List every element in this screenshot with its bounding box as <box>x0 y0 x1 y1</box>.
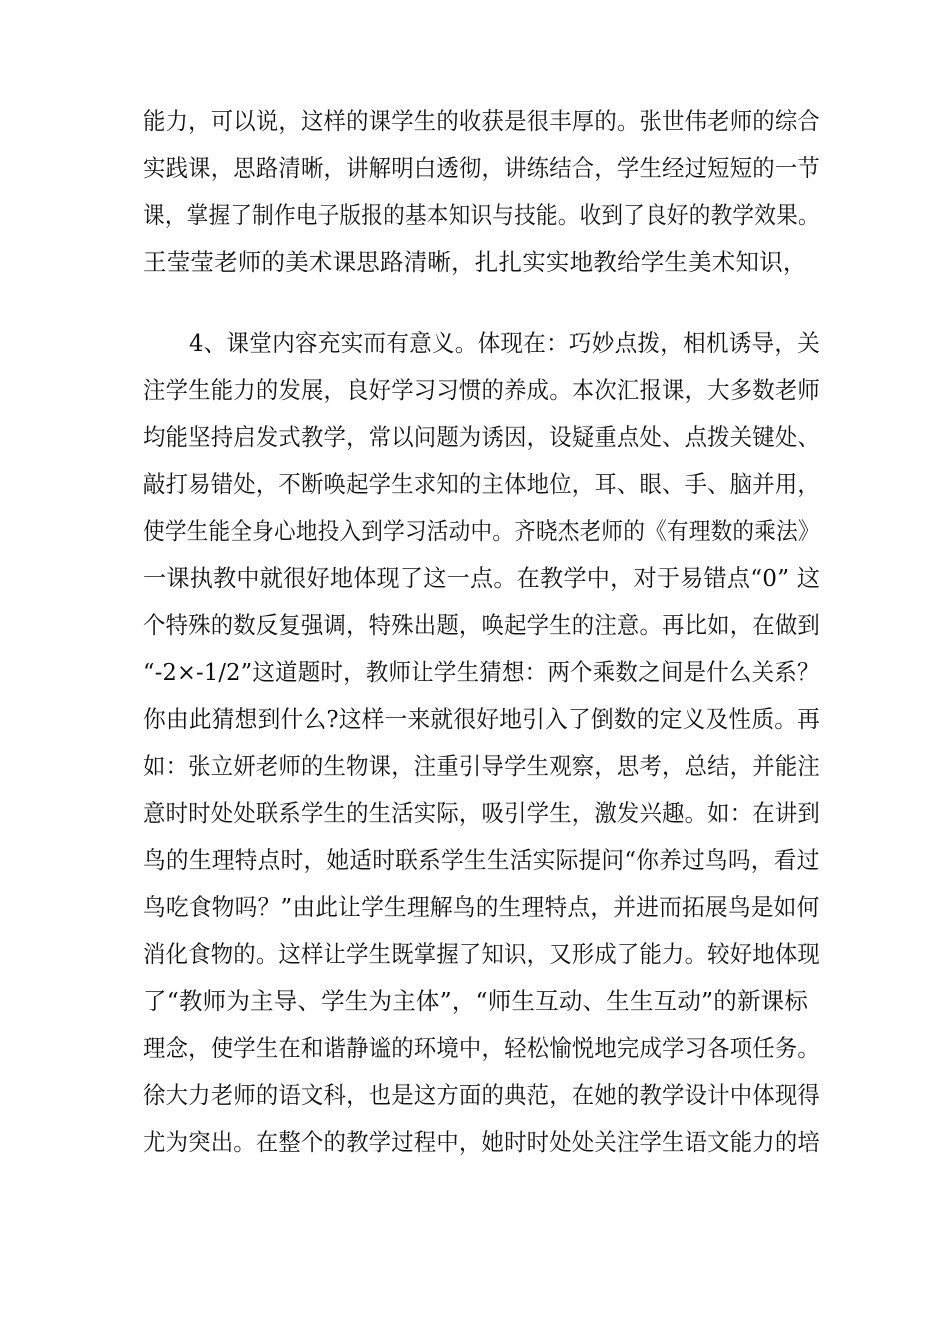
text-line: 理念，使学生在和谐静谧的环境中，轻松愉悦地完成学习各项任务。 <box>143 1034 820 1062</box>
text-line: 徐大力老师的语文科，也是这方面的典范，在她的教学设计中体现得 <box>143 1081 820 1109</box>
text-line: 尤为突出。在整个的教学过程中，她时时处处关注学生语文能力的培 <box>143 1128 820 1156</box>
text-line: 你由此猜想到什么?这样一来就很好地引入了倒数的定义及性质。再 <box>143 705 821 733</box>
text-line: 如：张立妍老师的生物课，注重引导学生观察，思考，总结，并能注 <box>143 752 820 780</box>
text-line: 王莹莹老师的美术课思路清晰，扎扎实实地教给学生美术知识， <box>143 248 807 276</box>
text-line: 个特殊的数反复强调，特殊出题，唤起学生的注意。再比如，在做到 <box>143 611 820 639</box>
text-line: 意时时处处联系学生的生活实际，吸引学生，激发兴趣。如：在讲到 <box>143 799 820 827</box>
text-line: 鸟吃食物吗？”由此让学生理解鸟的生理特点，并进而拓展鸟是如何 <box>143 893 820 921</box>
text-line: 一课执教中就很好地体现了这一点。在教学中，对于易错点“0” 这 <box>143 564 821 592</box>
text-line: “-2×-1/2”这道题时，教师让学生猜想：两个乘数之间是什么关系？ <box>143 658 820 686</box>
text-line: 使学生能全身心地投入到学习活动中。齐晓杰老师的《有理数的乘法》 <box>143 517 820 545</box>
text-line: 敲打易错处，不断唤起学生求知的主体地位，耳、眼、手、脑并用， <box>143 470 820 498</box>
text-line: 消化食物的。这样让学生既掌握了知识，又形成了能力。较好地体现 <box>143 940 820 968</box>
text-line: 均能坚持启发式教学，常以问题为诱因，设疑重点处、点拨关键处、 <box>143 423 820 451</box>
text-line-indented: 4、课堂内容充实而有意义。体现在：巧妙点拨，相机诱导，关 <box>189 329 821 357</box>
text-line: 课，掌握了制作电子版报的基本知识与技能。收到了良好的教学效果。 <box>143 201 820 229</box>
text-line: 能力，可以说，这样的课学生的收获是很丰厚的。张世伟老师的综合 <box>143 107 820 135</box>
text-line: 了“教师为主导、学生为主体”，“师生互动、生生互动”的新课标 <box>143 987 809 1015</box>
text-line: 注学生能力的发展，良好学习习惯的养成。本次汇报课，大多数老师 <box>143 376 820 404</box>
text-line: 实践课，思路清晰，讲解明白透彻，讲练结合，学生经过短短的一节 <box>143 154 820 182</box>
text-line: 鸟的生理特点时，她适时联系学生生活实际提问“你养过鸟吗，看过 <box>143 846 820 874</box>
